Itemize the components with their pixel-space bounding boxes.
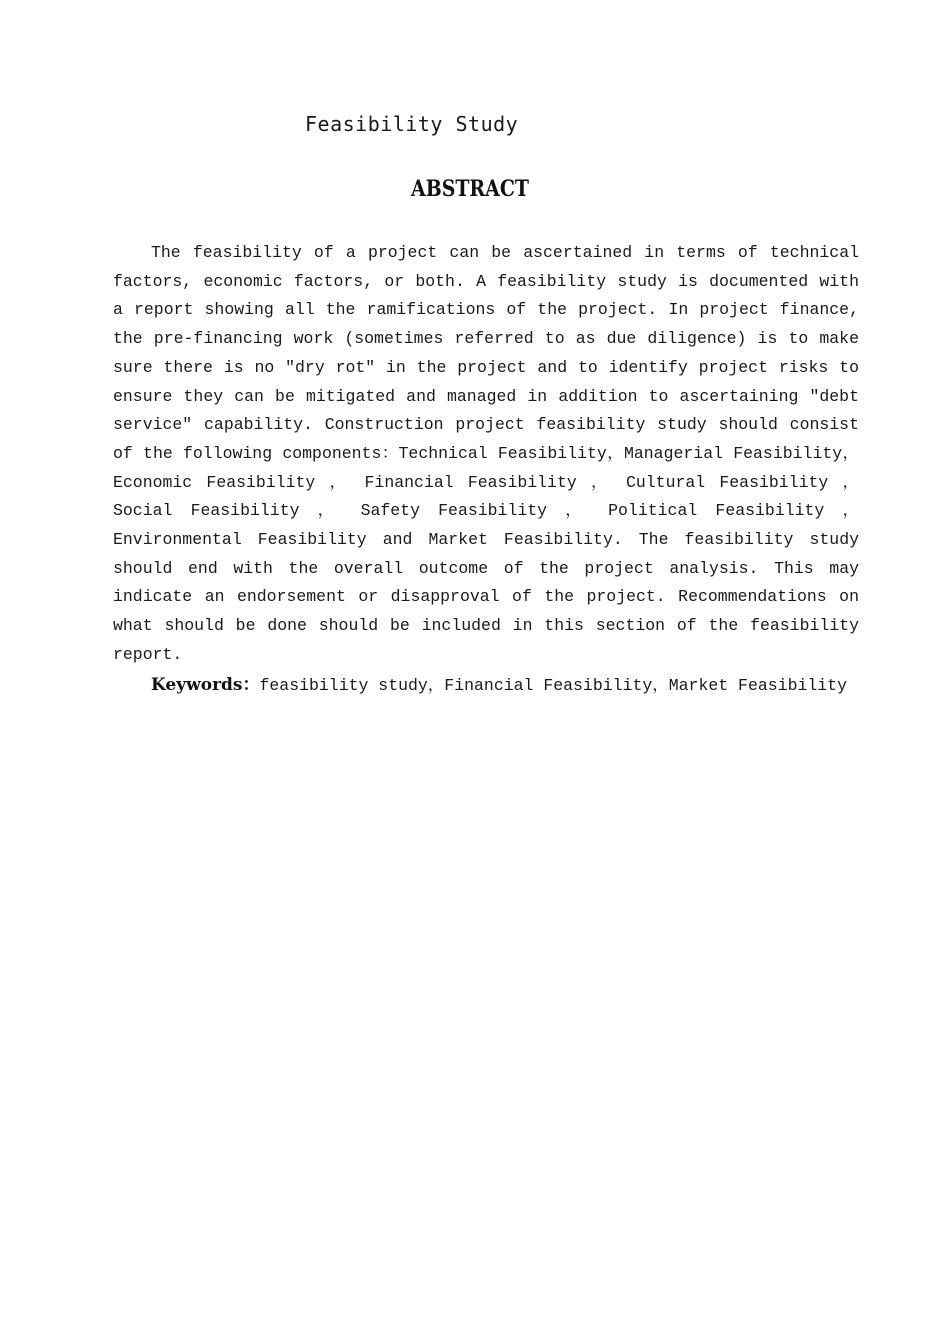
abstract-paragraph: The feasibility of a project can be ascertained in terms of technical factors, economic factors, or both. A feasibility study is documented with a report showing all the ramifications of the project. In project finance, the pre-financing work (sometimes referred to as due diligence) is to make sure there is no "dry rot" in the project and to identify project risks to ensure they can be mitigated and managed in addition to ascertaining "debt service" capability. Construction project feasibility study should consist of the following components：Technical Feasibility，Managerial Feasibility，Economic Feasibility ， Financial Feasibility ， Cultural Feasibility ， Social Feasibility ， Safety Feasibility ， Political Feasibility ， Environmental Feasibility and Market Feasibility. The feasibility study should end with the overall outcome of the project analysis. This may indicate an endorsement or disapproval of the project. Recommendations on what should be done should be included in this section of the feasibility report. — [113, 243, 859, 664]
document-title: Feasibility Study — [305, 112, 519, 136]
keywords-line — [151, 671, 847, 700]
keywords-label: Keywords： — [151, 675, 260, 695]
abstract-heading: ABSTRACT — [411, 176, 529, 202]
keywords-text: feasibility study，Financial Feasibility，Market Feasibility — [259, 676, 847, 695]
